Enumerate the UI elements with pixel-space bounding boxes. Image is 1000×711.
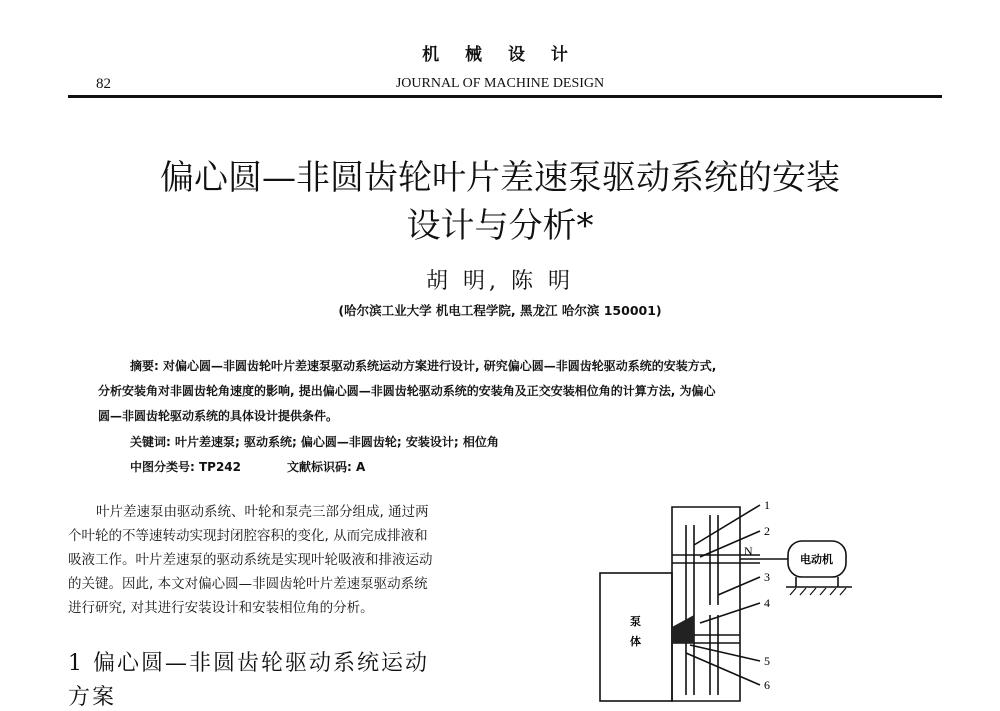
paper-title-line-2: 设计与分析*: [406, 206, 594, 246]
pump-label-1: 泵: [630, 615, 641, 628]
leader-4: [700, 603, 760, 623]
label-3: 3: [764, 570, 770, 584]
abstract-line-2: 分析安装角对非圆齿轮角速度的影响, 提出偏心圆—非圆齿轮驱动系统的安装角及正交安装相位角的计算方法, 为偏心: [98, 384, 716, 398]
ground-hatch: [790, 588, 846, 595]
label-4: 4: [764, 596, 770, 610]
eccentric-gear-wedge: [672, 615, 694, 643]
body-line-5: 进行研究, 对其进行安装设计和安装相位角的分析。: [68, 600, 374, 616]
label-1: 1: [764, 498, 770, 512]
body-line-4: 的关键。因此, 本文对偏心圆—非圆齿轮叶片差速泵驱动系统: [68, 576, 428, 592]
authors: 胡 明, 陈 明: [426, 269, 574, 294]
journal-title-en: JOURNAL OF MACHINE DESIGN: [395, 76, 605, 91]
section-heading-line-2: 方案: [68, 685, 117, 710]
label-5: 5: [764, 654, 770, 668]
leader-1: [694, 505, 760, 545]
label-2: 2: [764, 524, 770, 538]
body-line-2: 个叶轮的不等速转动实现封闭腔容积的变化, 从而完成排液和: [68, 528, 428, 544]
header-rule: [68, 95, 942, 98]
leader-3: [718, 577, 760, 595]
keywords: 关键词: 叶片差速泵; 驱动系统; 偏心圆—非圆齿轮; 安装设计; 相位角: [130, 435, 499, 449]
pump-label-2: 体: [630, 635, 641, 648]
clc-number: 中图分类号: TP242: [130, 460, 242, 474]
document-code: 文献标识码: A: [287, 460, 366, 474]
label-6: 6: [764, 678, 770, 692]
body-line-3: 吸液工作。叶片差速泵的驱动系统是实现叶轮吸液和排液运动: [68, 552, 433, 568]
abstract-line-1: 摘要: 对偏心圆—非圆齿轮叶片差速泵驱动系统运动方案进行设计, 研究偏心圆—非圆齿轮驱动系统的安装方式,: [130, 359, 717, 373]
section-heading-line-1: 1 偏心圆—非圆齿轮驱动系统运动: [68, 651, 429, 676]
label-n: N: [744, 544, 753, 558]
affiliation: (哈尔滨工业大学 机电工程学院, 黑龙江 哈尔滨 150001): [338, 303, 662, 318]
motor-label: 电动机: [800, 553, 833, 566]
journal-title-cn: 机 械 设 计: [422, 45, 578, 65]
body-line-1: 叶片差速泵由驱动系统、叶轮和泵壳三部分组成, 通过两: [96, 504, 429, 520]
drive-system-figure: [590, 495, 880, 708]
classification-row: [130, 458, 365, 475]
abstract-line-3: 圆—非圆齿轮驱动系统的具体设计提供条件。: [98, 409, 339, 423]
page-number: 82: [96, 76, 111, 92]
paper-title-line-1: 偏心圆—非圆齿轮叶片差速泵驱动系统的安装: [160, 158, 840, 198]
